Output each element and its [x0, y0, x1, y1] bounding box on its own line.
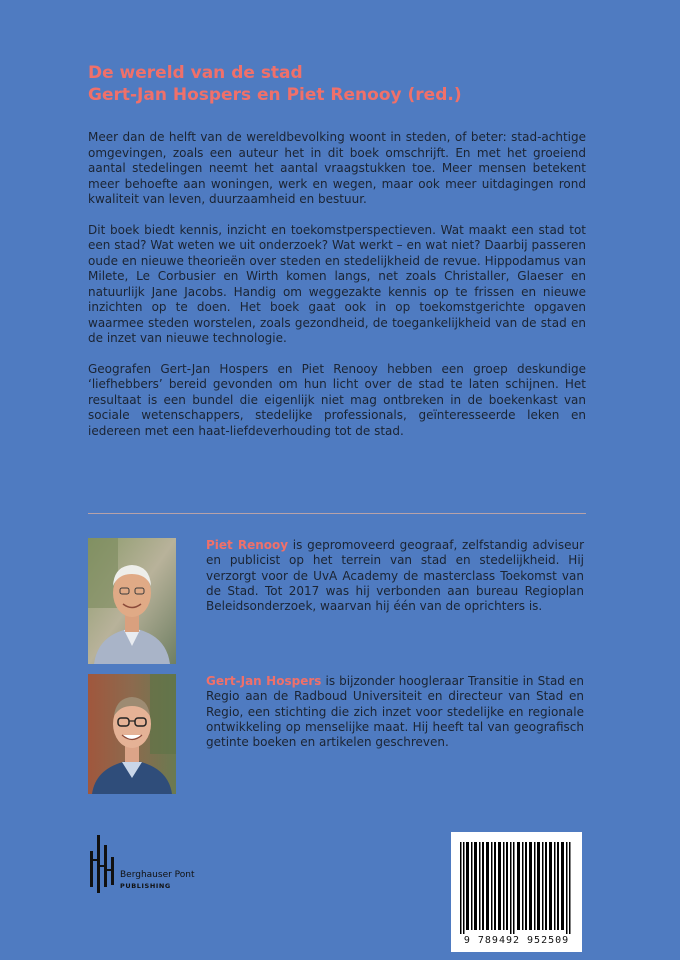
- author-bio-text: is bijzonder hoogleraar Transitie in Stad en Regio aan de Radboud Universiteit en directeur van Stad en Regio, een stichting die zich inzet voor stedelijke en regionale ontwikkeling op menselijke maat. Hij heeft tal van geografisch getinte boeken en artikelen geschreven.: [206, 674, 584, 750]
- author-name: Gert-Jan Hospers: [206, 674, 322, 688]
- book-editors: Gert-Jan Hospers en Piet Renooy (red.): [88, 85, 462, 105]
- author-card-gert-jan-hospers: [88, 674, 586, 794]
- blurb-paragraph-3: Geografen Gert-Jan Hospers en Piet Renooy hebben een groep deskundige ‘liefhebbers’ bereid gevonden om hun licht over de stad te laten schijnen. Het resultaat is een bundel die eigenlijk niet mag ontbreken in de boekenkast van sociale wetenschappers, stedelijke professionals, geïnteresseerde leken en iedereen met een haat-liefdeverhouding tot de stad.: [88, 361, 586, 438]
- publisher-name: Berghauser Pont: [120, 870, 195, 880]
- book-title-block: [88, 62, 462, 106]
- blurb-paragraph-1: Meer dan de helft van de wereldbevolking woont in steden, of beter: stad-achtige omgevingen, zoals een auteur het in dit boek omschrijft. En met het groeiend aantal stedelingen neemt het aantal vraagstukken toe. Meer mensen betekent meer behoefte aan woningen, werk en wegen, maar ook meer uitdagingen rond kwaliteit van leven, duurzaamheid en bestuur.: [88, 130, 586, 206]
- barcode-icon: [460, 842, 573, 934]
- author-name: Piet Renooy: [206, 538, 289, 552]
- author-card-piet-renooy: [88, 538, 586, 664]
- book-title: De wereld van de stad: [88, 63, 303, 83]
- publisher-mark-icon: [88, 835, 118, 895]
- isbn-number: 9 789492 952509: [463, 935, 570, 946]
- section-divider: [88, 513, 586, 514]
- publisher-subtitle: PUBLISHING: [120, 882, 171, 890]
- author-bio-text: is gepromoveerd geograaf, zelfstandig adviseur en publicist op het terrein van stad en stedelijkheid. Hij verzorgt voor de UvA Academy de masterclass Toekomst van de Stad. Tot 2017 was hij verbonden aan bureau Regioplan Beleidsonderzoek, waarvan hij één van de oprichters is.: [206, 538, 585, 614]
- publisher-logo: [88, 835, 228, 895]
- author-photo-piet-renooy: [88, 538, 176, 664]
- author-bio-gert-jan-hospers: [206, 674, 584, 750]
- author-bio-piet-renooy: [206, 538, 584, 614]
- back-cover-blurb: [88, 130, 586, 454]
- blurb-paragraph-2: Dit boek biedt kennis, inzicht en toekomstperspectieven. Wat maakt een stad tot een stad? Wat weten we uit onderzoek? Wat werkt – en wat niet? Daarbij passeren oude en nieuwe theorieën over steden en stedelijkheid de revue. Hippodamus van Milete, Le Corbusier en Wirth komen langs, net zoals Christaller, Glaeser en natuurlijk Jane Jacobs. Handig om weggezakte kennis op te frissen en nieuwe inzichten op te doen. Het boek gaat ook in op toekomstgerichte opgaven waarmee steden worstelen, zoals gezondheid, de toegankelijkheid van de stad en de inzet van nieuwe technologie.: [88, 222, 586, 345]
- author-photo-gert-jan-hospers: [88, 674, 176, 794]
- isbn-barcode: [451, 832, 582, 952]
